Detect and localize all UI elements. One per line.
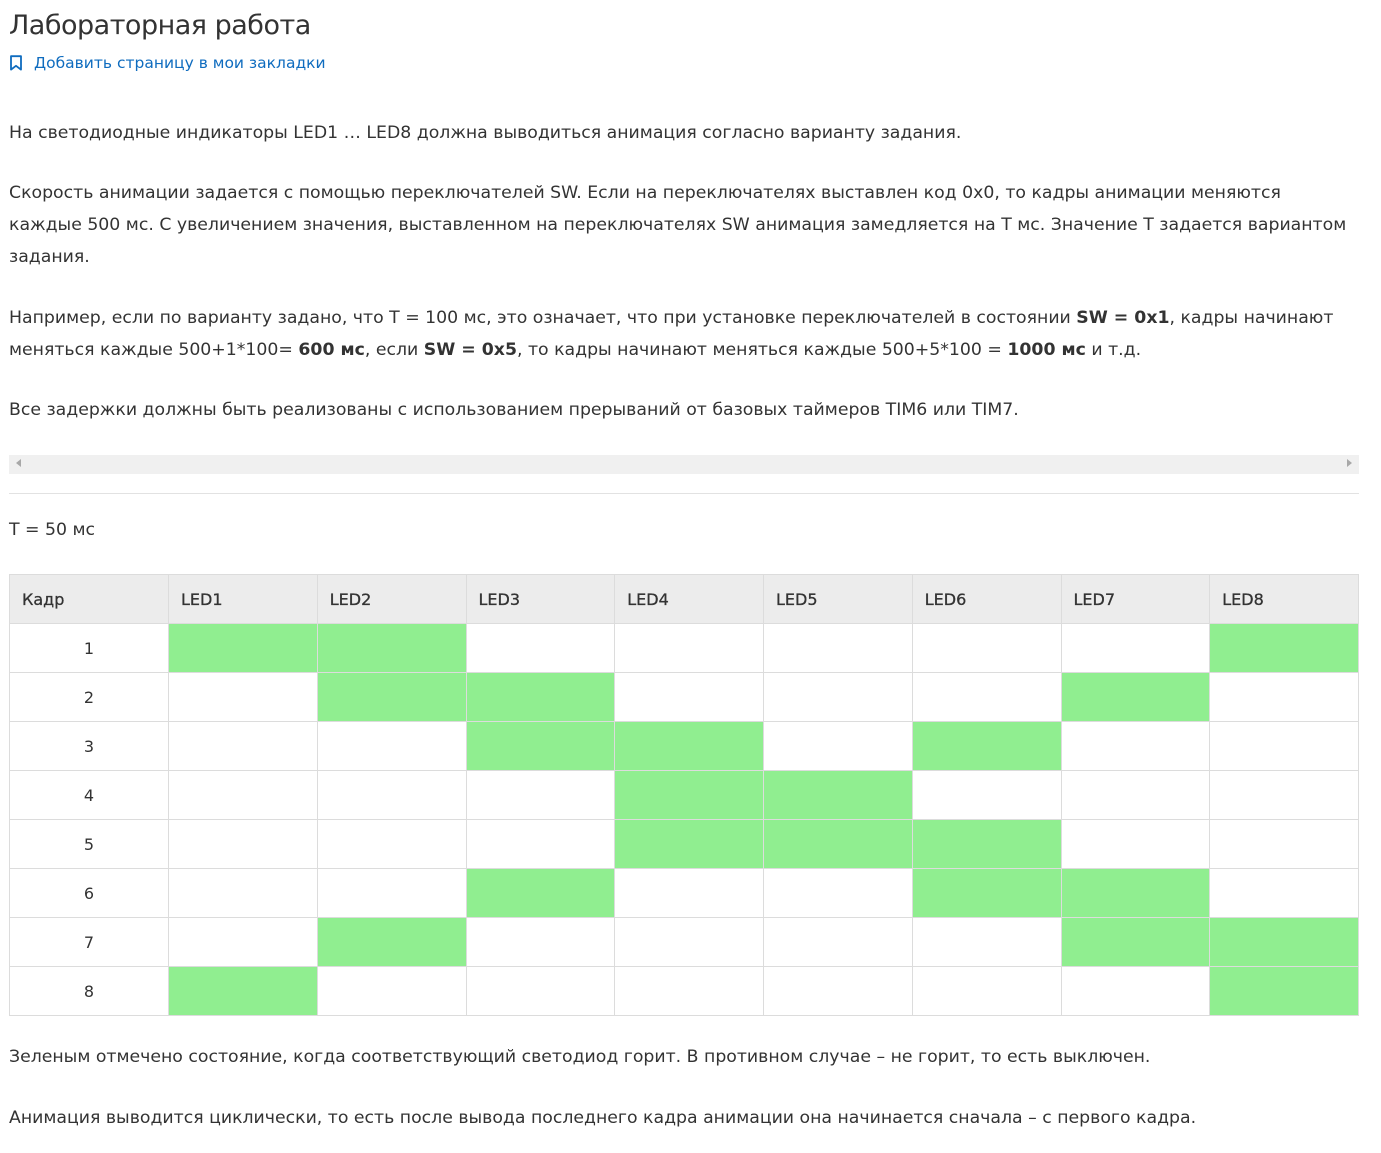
led-off-cell: [1210, 673, 1359, 722]
led-off-cell: [912, 918, 1061, 967]
led-on-cell: [1210, 918, 1359, 967]
led-on-cell: [466, 673, 615, 722]
column-header-led: LED4: [615, 575, 764, 624]
led-off-cell: [1210, 869, 1359, 918]
led-off-cell: [912, 967, 1061, 1016]
led-off-cell: [912, 624, 1061, 673]
led-off-cell: [615, 673, 764, 722]
table-row: [10, 918, 1359, 967]
example-sw-value: SW = 0x1: [1076, 308, 1170, 328]
led-off-cell: [764, 918, 913, 967]
column-header-led: LED6: [912, 575, 1061, 624]
led-off-cell: [317, 820, 466, 869]
intro-paragraph-1: На светодиодные индикаторы LED1 … LED8 должна выводиться анимация согласно варианту задания.: [9, 123, 962, 143]
led-off-cell: [764, 722, 913, 771]
led-off-cell: [1061, 771, 1210, 820]
led-off-cell: [764, 624, 913, 673]
add-bookmark-link[interactable]: [9, 54, 326, 72]
intro-paragraph-3: [9, 302, 1359, 366]
example-text: и т.д.: [1085, 340, 1142, 360]
led-on-cell: [912, 869, 1061, 918]
variant-t-value: T = 50 мс: [9, 520, 96, 540]
led-off-cell: [466, 967, 615, 1016]
frame-number-cell: 3: [10, 722, 169, 771]
table-row: [10, 820, 1359, 869]
add-bookmark-label: Добавить страницу в мои закладки: [34, 54, 326, 72]
led-off-cell: [317, 869, 466, 918]
led-off-cell: [169, 869, 318, 918]
led-off-cell: [466, 771, 615, 820]
led-on-cell: [615, 722, 764, 771]
led-on-cell: [912, 722, 1061, 771]
frame-number-cell: 7: [10, 918, 169, 967]
led-off-cell: [317, 771, 466, 820]
example-text: , то кадры начинают меняться каждые 500+5*100 =: [516, 340, 1008, 360]
led-on-cell: [764, 820, 913, 869]
column-header-led: LED5: [764, 575, 913, 624]
frame-number-cell: 2: [10, 673, 169, 722]
led-off-cell: [764, 967, 913, 1016]
outro-paragraph-2: Анимация выводится циклически, то есть после вывода последнего кадра анимации она начинается сначала – с первого кадра.: [9, 1108, 1197, 1128]
led-on-cell: [1210, 967, 1359, 1016]
led-off-cell: [1061, 967, 1210, 1016]
frame-number-cell: 8: [10, 967, 169, 1016]
led-off-cell: [615, 869, 764, 918]
frame-number-cell: 5: [10, 820, 169, 869]
led-off-cell: [169, 673, 318, 722]
led-on-cell: [169, 967, 318, 1016]
led-on-cell: [1061, 918, 1210, 967]
led-on-cell: [317, 918, 466, 967]
column-header-led: LED3: [466, 575, 615, 624]
led-off-cell: [912, 673, 1061, 722]
intro-paragraph-4: Все задержки должны быть реализованы с использованием прерываний от базовых таймеров TIM6 или TIM7.: [9, 400, 1019, 420]
led-off-cell: [1210, 722, 1359, 771]
led-on-cell: [1210, 624, 1359, 673]
led-off-cell: [169, 722, 318, 771]
horizontal-scrollbar[interactable]: [9, 455, 1359, 474]
led-off-cell: [1061, 624, 1210, 673]
led-on-cell: [764, 771, 913, 820]
outro-paragraph-1: Зеленым отмечено состояние, когда соответствующий светодиод горит. В противном случае – не горит, то есть выключен.: [9, 1047, 1151, 1067]
led-on-cell: [317, 673, 466, 722]
frame-number-cell: 1: [10, 624, 169, 673]
led-off-cell: [764, 869, 913, 918]
led-off-cell: [317, 722, 466, 771]
led-on-cell: [317, 624, 466, 673]
led-on-cell: [1061, 673, 1210, 722]
frame-number-cell: 4: [10, 771, 169, 820]
column-header-led: LED1: [169, 575, 318, 624]
example-sw-value: SW = 0x5: [423, 340, 517, 360]
column-header-led: LED7: [1061, 575, 1210, 624]
led-off-cell: [466, 918, 615, 967]
divider: [9, 493, 1359, 494]
table-row: [10, 771, 1359, 820]
table-row: [10, 673, 1359, 722]
led-on-cell: [169, 624, 318, 673]
led-off-cell: [317, 967, 466, 1016]
table-header-row: [10, 575, 1359, 624]
bookmark-icon: [9, 55, 23, 71]
led-on-cell: [615, 771, 764, 820]
led-off-cell: [615, 918, 764, 967]
led-on-cell: [466, 722, 615, 771]
led-off-cell: [466, 820, 615, 869]
led-off-cell: [169, 918, 318, 967]
example-text: , если: [364, 340, 424, 360]
led-off-cell: [764, 673, 913, 722]
page-title: Лабораторная работа: [9, 10, 311, 41]
example-delay-value: 600 мс: [298, 340, 365, 360]
led-off-cell: [169, 820, 318, 869]
led-off-cell: [615, 967, 764, 1016]
led-on-cell: [466, 869, 615, 918]
table-row: [10, 722, 1359, 771]
led-off-cell: [1210, 771, 1359, 820]
example-text: Например, если по варианту задано, что T = 100 мс, это означает, что при установке переключателей в состоянии: [9, 308, 1077, 328]
led-on-cell: [1061, 869, 1210, 918]
led-off-cell: [912, 771, 1061, 820]
intro-paragraph-2: Скорость анимации задается с помощью переключателей SW. Если на переключателях выставлен код 0x0, то кадры анимации меняются каждые 500 мс. С увеличением значения, выставленном на переключателях SW анимация замедляется на T мс. Значение T задается вариантом задания.: [9, 183, 1347, 267]
animation-table: [9, 574, 1359, 1016]
led-off-cell: [1061, 722, 1210, 771]
led-on-cell: [615, 820, 764, 869]
scroll-right-arrow-icon[interactable]: [1347, 459, 1352, 467]
example-text: , кадры начинают меняться каждые 500+1*100=: [9, 308, 1334, 360]
example-delay-value: 1000 мс: [1007, 340, 1086, 360]
led-off-cell: [1210, 820, 1359, 869]
led-off-cell: [615, 624, 764, 673]
table-row: [10, 869, 1359, 918]
led-off-cell: [466, 624, 615, 673]
column-header-led: LED8: [1210, 575, 1359, 624]
table-row: [10, 967, 1359, 1016]
led-off-cell: [169, 771, 318, 820]
column-header-frame: Кадр: [10, 575, 169, 624]
table-row: [10, 624, 1359, 673]
column-header-led: LED2: [317, 575, 466, 624]
led-off-cell: [1061, 820, 1210, 869]
led-on-cell: [912, 820, 1061, 869]
scroll-left-arrow-icon[interactable]: [16, 459, 21, 467]
frame-number-cell: 6: [10, 869, 169, 918]
